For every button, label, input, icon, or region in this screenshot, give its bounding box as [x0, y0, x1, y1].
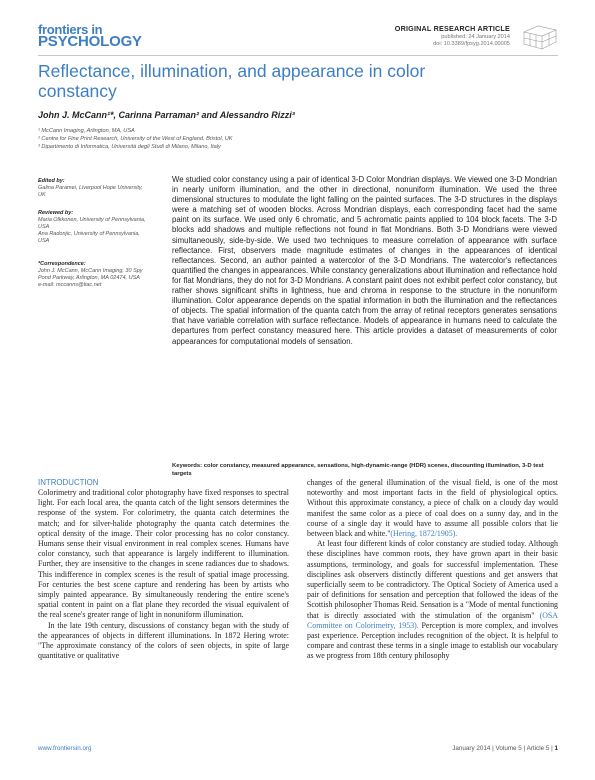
intro-paragraph-2: In the late 19th century, discussions of constancy began with the study of the appearances of objects in different illuminations. In 1872 Hering wrote: "The approximate constancy of the colors of seen objects, in spite of large quantitative or qualitative — [38, 620, 289, 661]
authors: John J. McCann¹*, Carinna Parraman² and Alessandro Rizzi³ — [38, 110, 295, 120]
affiliation-2: ² Centre for Fine Print Research, University of the West of England, Bristol, UK — [38, 136, 233, 142]
body-column-left — [38, 478, 289, 661]
intro-paragraph-1: Colorimetry and traditional color photography have fixed responses to spectral light. For each local area, the quanta catch of the light sensors determines the response of the system. For colorimetry, the quanta catch determines the match; and for silver-halide photography the quanta catch determines the optical density of the image. Their color processing has no color constancy. Humans sense their visual environment in real complex scenes. Humans have color constancy, such that appearance is largely indifferent to illumination. Further, they are insensitive to the changes in scene radiances due to shadows. This indifference in complex scenes is the result of spatial image processing. For centuries the best scene capture and rendering has been by artists who simply painted appearance. By simultaneously rendering the entire scene's spatial content in paint on a flat plane they recorded the visual equivalent of the real scene's greater range of light in nonuniform illumination. — [38, 488, 289, 620]
citation-hering[interactable]: (Hering, 1872/1905). — [390, 529, 458, 539]
reviewed-by-label: Reviewed by: — [38, 210, 74, 216]
article-title: Reflectance, illumination, and appearance in color constancy — [38, 61, 426, 101]
footer-issue — [330, 745, 558, 752]
page-number: 1 — [554, 745, 558, 752]
edited-by-label: Edited by: — [38, 178, 65, 184]
correspondence-section — [38, 261, 150, 289]
correspondence-address: John J. McCann, McCann Imaging, 30 Spy Pond Parkway, Arlington, MA 02474, USA — [38, 268, 143, 282]
citation-osa[interactable]: (OSA Committee on Colorimetry, 1953). — [307, 610, 558, 630]
correspondence-label: *Correspondence: — [38, 261, 86, 267]
section-title-introduction: INTRODUCTION — [38, 478, 99, 487]
right-paragraph-2-text-b: Perception is more complex, and involves past experience. Perception includes recognition of the object. It is helpful to compare and contrast these terms in a single image to establish our vocabulary as we progress from 18th century philosophy — [307, 620, 558, 661]
right-paragraph-2 — [307, 539, 558, 661]
reviewer-2: Ana Radonjic, University of Pennsylvania, USA — [38, 231, 140, 245]
correspondence-email[interactable]: e-mail: mccanns@tiac.net — [38, 282, 102, 289]
footer-url[interactable]: www.frontiersin.org — [38, 745, 92, 752]
affiliation-1: ¹ McCann Imaging, Arlington, MA, USA — [38, 128, 135, 134]
body-column-right — [307, 478, 558, 662]
abstract: We studied color constancy using a pair of identical 3-D Color Mondrian displays. We viewed one 3-D Mondrian in nearly uniform illumination, and the other in directional, nonuniform illumination. We used the three dimensional structures to modulate the light falling on the painted surfaces. The 3-D structures in the displays were a matching set of wooden blocks. Across Mondrian displays, each corresponding facet had the same paint on its surface. We used only 6 chromatic, and 5 achromatic paints applied to 104 block facets. The 3-D blocks add shadows and multiple reflections not found in flat Mondrians. Both 3-D Mondrians were viewed simultaneously, side-by-side. We used two techniques to measure correlation of appearance with surface reflectance. First, observers made magnitude estimates of changes in the appearances of identical reflectances. Second, an author painted a watercolor of the 3-D Mondrians. The watercolor's reflectances quantified the changes in appearances. While constancy generalizations about illumination and reflectance hold for flat Mondrians, they do not for 3-D Mondrians. A constant paint does not exhibit perfect color constancy, but rather shows significant shifts in lightness, hue and chroma in response to the structure in the nonuniform illumination. Color appearance depends on the spatial information in both the illumination and the reflectances of objects. The spatial information of the quanta catch from the array of retinal receptors generates sensations that have variable correlation with surface reflectance. Models of appearance in humans need to calculate the departures from perfect constancy measured here. This article provides a dataset of measurements of color appearances for computational models of sensation. — [172, 175, 557, 346]
journal-logo-top: frontiers in — [38, 22, 103, 37]
reviewed-by-section — [38, 210, 150, 245]
edited-by-section — [38, 178, 150, 199]
affiliation-3: ³ Dipartimento di Informatica, Università degli Studi di Milano, Milano, Italy — [38, 144, 221, 150]
right-paragraph-2-text-a: At least four different kinds of color constancy are studied today. Although these disciplines have common roots, they have grown apart in their basic assumptions, terminology, and goals for successful implementation. These disciplines ask observers distinctly different questions and get answers that superficially seem to be contradictory. The Optical Society of America used a pair of definitions for sensation and perception that followed the ideas of the Scottish philosopher Thomas Reid. Sensation is a "Mode of mental functioning that is directly associated with the stimulation of the organism" — [307, 539, 558, 620]
published-date: published: 24 January 2014 — [441, 34, 510, 40]
journal-logo-bottom: PSYCHOLOGY — [38, 33, 142, 50]
article-type: ORIGINAL RESEARCH ARTICLE — [394, 24, 510, 33]
keywords: Keywords: color constancy, measured appearance, sensations, high-dynamic-range (HDR) scenes, discounting illumination, 3-D test targets — [172, 463, 544, 477]
header-rule — [38, 55, 558, 56]
edited-by-text: Galina Paramei, Liverpool Hope University, UK — [38, 185, 143, 199]
reviewer-1: Maria Olkkonen, University of Pennsylvania, USA — [38, 217, 146, 231]
right-paragraph-1-text: changes of the general illumination of the visual field, is one of the most noteworthy and most important facts in the field of physiological optics. Without this approximate constancy, a piece of chalk on a cloudy day would manifest the same color as a piece of coal does on a sunny day, and in the course of a single day it would have to assume all possible colors that lie between black and white." — [307, 478, 558, 539]
cube-logo-icon — [520, 22, 560, 50]
right-paragraph-1 — [307, 478, 558, 539]
footer-issue-text: January 2014 | Volume 5 | Article 5 | — [452, 745, 553, 752]
doi: doi: 10.3389/fpsyg.2014.00005 — [433, 41, 510, 47]
